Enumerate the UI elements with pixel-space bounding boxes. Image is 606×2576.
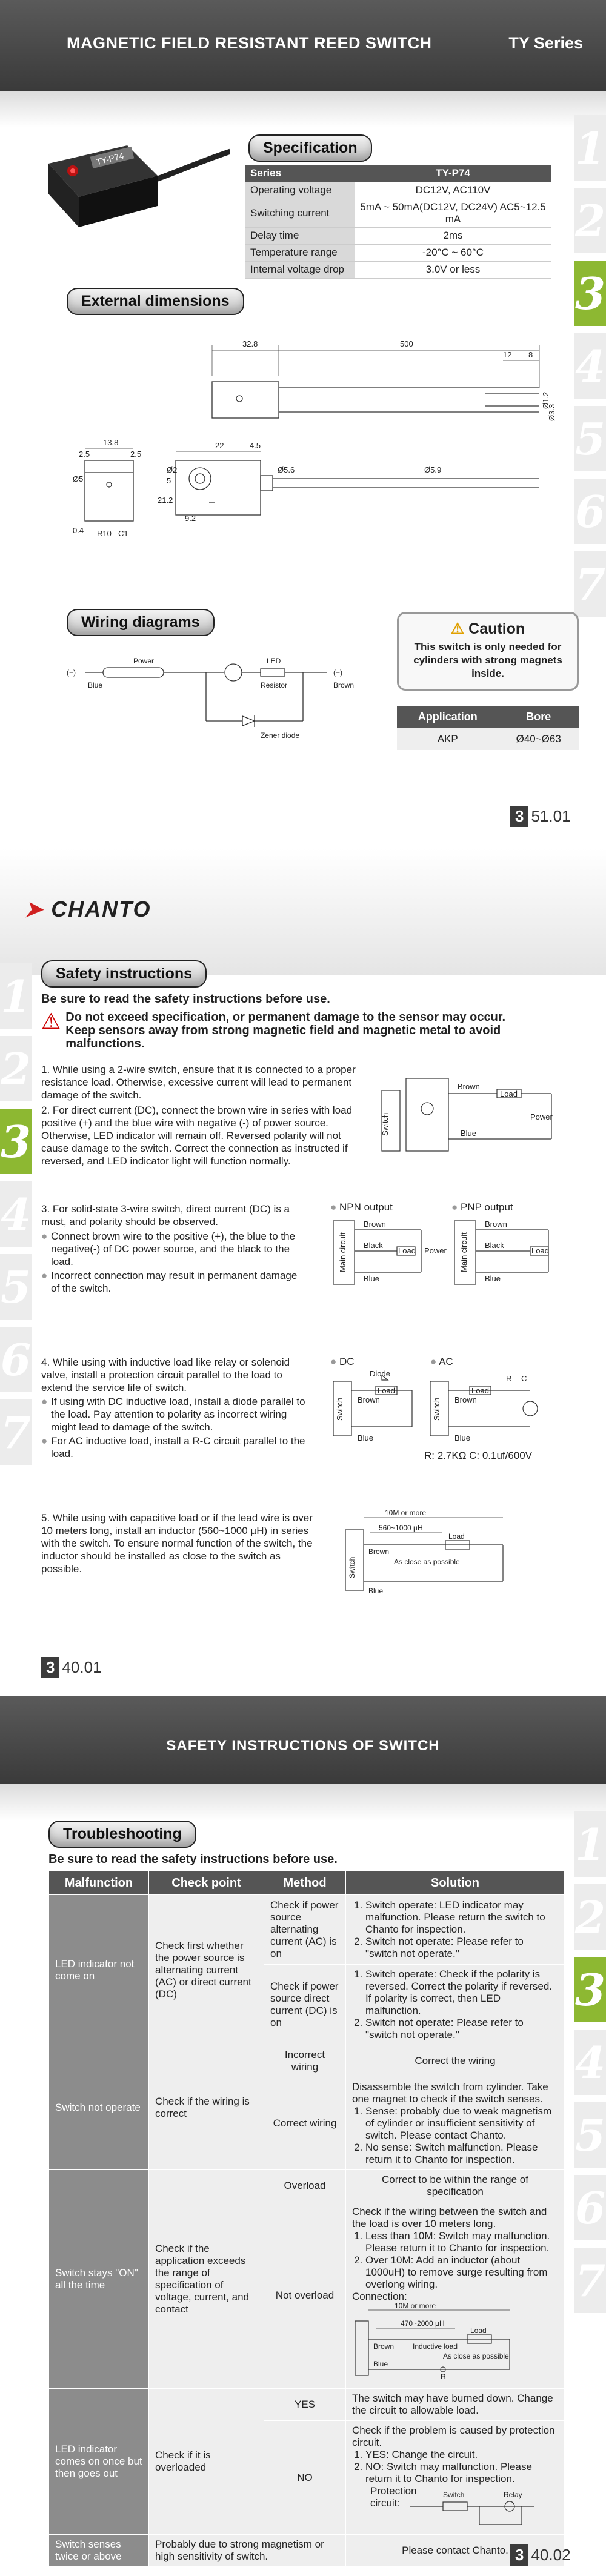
warning-block: [41, 1011, 526, 1051]
dim-label: Ø1.2: [541, 391, 550, 409]
diagram-npn-pnp: [330, 1215, 567, 1293]
caution-title: Caution: [468, 620, 525, 637]
checkpoint-cell: Check if the application exceeds the range of specification of voltage, current, and contact: [149, 2170, 264, 2389]
page-header: [0, 0, 606, 91]
protection-label: Protection circuit:: [370, 2485, 417, 2509]
label-diode: Diode: [370, 1369, 390, 1378]
ac-label: [430, 1356, 453, 1368]
troubleshooting-subtitle: Be sure to read the safety instructions before use.: [48, 1853, 338, 1866]
solution-item: 2. Switch not operate: Please refer to "switch not operate.": [365, 1936, 558, 1960]
dim-label: 12: [503, 350, 512, 359]
label-blue: Blue: [454, 1433, 471, 1442]
diagram-inductor: [339, 1509, 533, 1599]
chapter-tab-7[interactable]: 7: [574, 551, 606, 617]
label-brown: Brown: [368, 1547, 390, 1556]
chapter-tab-4[interactable]: 4: [574, 2030, 606, 2095]
spec-value: DC12V, AC110V: [355, 182, 551, 199]
dim-label: Ø5.6: [278, 465, 295, 474]
label-switch: Switch: [335, 1397, 344, 1421]
label-power: Power: [424, 1246, 447, 1255]
label-r: R: [441, 2372, 446, 2381]
chapter-tab-4[interactable]: 4: [574, 333, 606, 399]
solution-cell: [346, 1965, 565, 2045]
chapter-tab-3[interactable]: 3: [574, 261, 606, 326]
solution-intro: Check if the problem is caused by protection circuit.: [352, 2425, 555, 2448]
label-black: Black: [485, 1241, 504, 1250]
label-switch: Switch: [432, 1397, 441, 1421]
label-switch: Switch: [443, 2491, 465, 2499]
solution-cell: Please contact Chanto.: [346, 2535, 565, 2567]
diagram-2wire: [376, 1066, 570, 1157]
dim-label: Ø5.9: [424, 465, 442, 474]
wiring-zener: Zener diode: [261, 731, 300, 740]
header-series: TY Series: [508, 34, 583, 52]
chapter-tab-5[interactable]: 5: [0, 1254, 32, 1320]
solution-item: 2. Over 10M: Add an inductor (about 1000uH) to remove surge resulting from overlong wiring.: [365, 2254, 558, 2291]
label-r: R: [506, 1374, 512, 1383]
page-number: [510, 2544, 571, 2566]
header-band: [0, 91, 606, 127]
connection-label: Connection:: [352, 2291, 407, 2302]
item-3a: [41, 1230, 308, 1268]
solution-item: 1. YES: Change the circuit.: [365, 2449, 558, 2461]
banner-title: SAFETY INSTRUCTIONS OF SWITCH: [166, 1738, 440, 1754]
external-dimensions-title: External dimensions: [67, 288, 244, 315]
spec-row: [245, 165, 551, 182]
solution-cell: [346, 2077, 565, 2170]
wiring-power: Power: [133, 657, 155, 665]
label-brown: Brown: [454, 1395, 477, 1404]
method-cell: Incorrect wiring: [264, 2045, 346, 2077]
dim-label: 13.8: [103, 438, 119, 447]
page-specification: [0, 0, 606, 848]
method-cell: YES: [264, 2389, 346, 2421]
col-solution: Solution: [346, 1871, 565, 1895]
dim-label: C1: [118, 529, 128, 538]
page-troubleshooting: [0, 1696, 606, 2576]
page-safety: [0, 848, 606, 1696]
dim-label: Ø5: [73, 474, 84, 483]
dim-label: 32.8: [242, 339, 258, 348]
item-2: 2. For direct current (DC), connect the brown wire in series with load positive (+) and the blue wire with negative (-) of power source. Otherwise, LED indicator will remain off. Reversed polarity will not cause damage to the switch. Correct the connection as instructed if reversed, and LED indicator light will function normally.: [41, 1104, 353, 1167]
dim-label: Ø2: [167, 465, 178, 474]
item-4b: [41, 1435, 308, 1460]
application-row: [397, 728, 579, 750]
chapter-tab-2[interactable]: 2: [0, 1036, 32, 1101]
chapter-tabs: [574, 115, 606, 624]
rc-values: R: 2.7KΩ C: 0.1uf/600V: [424, 1450, 533, 1461]
wiring-title: Wiring diagrams: [67, 609, 215, 636]
application-head: Application: [397, 706, 498, 728]
label-brown: Brown: [485, 1220, 507, 1229]
malfunction-cell: LED indicator not come on: [49, 1895, 149, 2045]
product-photo: [12, 127, 230, 242]
page-chapter: 3: [41, 1657, 59, 1678]
spec-table: [245, 165, 551, 279]
chapter-tab-2[interactable]: 2: [574, 188, 606, 253]
solution-item: 2. No sense: Switch malfunction. Please return it to Chanto for inspection.: [365, 2142, 558, 2166]
product-label: TY-P74: [95, 150, 125, 167]
dim-label: 2.5: [79, 450, 90, 459]
wiring-brown: Brown: [333, 681, 355, 689]
item-4b-text: For AC inductive load, install a R-C circuit parallel to the load.: [51, 1435, 305, 1459]
label-black: Black: [364, 1241, 383, 1250]
dim-label: 9.2: [185, 514, 196, 523]
bullet-icon: ●: [330, 1201, 339, 1213]
checkpoint-cell: Probably due to strong magnetism or high sensitivity of switch.: [149, 2535, 346, 2567]
page-header: [0, 1696, 606, 1784]
label-load: Load: [500, 1089, 518, 1098]
label-load: Load: [531, 1246, 549, 1255]
bore-head: Bore: [498, 706, 579, 728]
solution-item: 1. Sense: probably due to weak magnetism of cylinder or insufficient sensitivity of switch. Please contact Chanto.: [365, 2105, 558, 2142]
spec-row: [245, 261, 551, 278]
spec-key: Temperature range: [245, 244, 355, 261]
dc-text: DC: [339, 1356, 355, 1367]
chapter-tab-5[interactable]: 5: [574, 2102, 606, 2168]
bore-value: Ø40~Ø63: [498, 728, 579, 750]
label-main-circuit: Main circuit: [459, 1232, 468, 1272]
label-switch: Switch: [348, 1556, 356, 1578]
checkpoint-cell: Check first whether the power source is alternating current (AC) or direct current (DC): [149, 1895, 264, 2045]
dim-label: 22: [215, 441, 224, 450]
logo-mark-icon: ➤: [24, 897, 44, 921]
spec-key: Internal voltage drop: [245, 261, 355, 278]
item-3b-text: Incorrect connection may result in permanent damage of the switch.: [51, 1270, 298, 1294]
dimension-drawing: [61, 327, 558, 557]
npn-text: NPN output: [339, 1201, 393, 1213]
label-ten-m: 10M or more: [395, 2303, 436, 2310]
solution-intro: Check if the wiring between the switch and the load is over 10 meters long.: [352, 2206, 547, 2229]
warning-icon: ⚠: [41, 1009, 61, 1034]
bullet-icon: ●: [41, 1270, 48, 1281]
checkpoint-cell: Check if the wiring is correct: [149, 2045, 264, 2170]
solution-item: 1. Switch operate: LED indicator may malfunction. Please return the switch to Chanto for inspection.: [365, 1899, 558, 1936]
protection-diagram: [407, 2485, 540, 2531]
label-c: C: [521, 1374, 527, 1383]
label-blue: Blue: [368, 1587, 384, 1595]
wiring-diagram: [61, 642, 376, 763]
col-checkpoint: Check point: [149, 1871, 264, 1895]
solution-item: 2. NO: Switch may malfunction. Please return it to Chanto for inspection.: [365, 2461, 558, 2485]
diagram-dc-ac: [330, 1369, 567, 1448]
logo-text: CHANTO: [51, 897, 152, 921]
item-4a: [41, 1395, 308, 1433]
page-chapter: 3: [510, 2544, 528, 2566]
connection-diagram: [352, 2303, 534, 2382]
dim-label: 5: [167, 476, 171, 485]
bullet-icon: ●: [330, 1356, 339, 1367]
application-table: [397, 706, 579, 750]
spec-key: Switching current: [245, 199, 355, 227]
malfunction-cell: Switch not operate: [49, 2045, 149, 2170]
chapter-tab-4[interactable]: 4: [0, 1181, 32, 1247]
chapter-tabs: [574, 1811, 606, 2320]
spec-row: [245, 182, 551, 199]
label-brown: Brown: [358, 1395, 380, 1404]
item-4a-text: If using with DC inductive load, install a diode parallel to the load. Pay attention to polarity as incorrect wiring might lead to damage of the switch.: [51, 1396, 305, 1433]
caution-text: This switch is only needed for cylinders with strong magnets inside.: [413, 641, 562, 679]
chapter-tab-7[interactable]: 7: [0, 1399, 32, 1465]
spec-row: [245, 199, 551, 227]
label-inductor: 470~2000 µH: [401, 2319, 445, 2328]
spec-value: 5mA ~ 50mA(DC12V, DC24V) AC5~12.5 mA: [355, 199, 551, 227]
method-cell: Correct wiring: [264, 2077, 346, 2170]
col-method: Method: [264, 1871, 346, 1895]
table-row: [49, 2045, 565, 2077]
page-chapter: 3: [510, 806, 528, 827]
label-relay: Relay: [504, 2491, 522, 2499]
col-malfunction: Malfunction: [49, 1871, 149, 1895]
solution-item: 1. Switch operate: Check if the polarity is reversed. Correct the polarity if reversed. If polarity is correct, then LED malfunction.: [365, 1968, 558, 2017]
bullet-icon: ●: [41, 1230, 48, 1242]
chapter-tab-2[interactable]: 2: [574, 1884, 606, 1950]
label-load: Load: [448, 1532, 465, 1541]
pnp-text: PNP output: [461, 1201, 513, 1213]
dim-label: 2.5: [130, 450, 142, 459]
chapter-tab-6[interactable]: 6: [0, 1327, 32, 1392]
dim-label: 4.5: [250, 441, 261, 450]
wiring-led: LED: [267, 657, 281, 665]
solution-intro: Disassemble the switch from cylinder. Take one magnet to check if the switch senses.: [352, 2081, 548, 2105]
troubleshooting-title: Troubleshooting: [48, 1821, 196, 1848]
label-load: Load: [398, 1246, 416, 1255]
wiring-minus: (−): [67, 668, 76, 677]
label-load: Load: [378, 1386, 395, 1395]
solution-cell: [346, 2421, 565, 2535]
caution-heading: [399, 620, 577, 638]
npn-label: [330, 1201, 393, 1213]
chanto-logo: [24, 897, 152, 922]
safety-title: Safety instructions: [41, 960, 207, 988]
dc-label: [330, 1356, 355, 1368]
spec-key: Series: [245, 165, 355, 182]
label-blue: Blue: [461, 1129, 477, 1138]
page-index: 40.01: [62, 1658, 102, 1676]
label-brown: Brown: [364, 1220, 386, 1229]
spec-key: Delay time: [245, 227, 355, 244]
label-power: Power: [530, 1112, 553, 1121]
spec-title: Specification: [248, 134, 372, 162]
wiring-blue: Blue: [88, 681, 103, 689]
table-row: [49, 1895, 565, 1965]
solution-cell: The switch may have burned down. Change the circuit to allowable load.: [346, 2389, 565, 2421]
label-blue: Blue: [358, 1433, 374, 1442]
dim-label: Ø3.3: [547, 403, 556, 421]
safety-subtitle: Be sure to read the safety instructions before use.: [41, 992, 330, 1006]
chapter-tab-3[interactable]: 3: [0, 1109, 32, 1174]
caution-box: [397, 612, 579, 691]
malfunction-cell: LED indicator comes on once but then goes out: [49, 2389, 149, 2535]
dim-label: 8: [528, 350, 533, 359]
dim-label: 500: [400, 339, 413, 348]
dim-label: R10: [97, 529, 112, 538]
checkpoint-cell: Check if it is overloaded: [149, 2389, 264, 2535]
pnp-label: [451, 1201, 513, 1213]
label-blue: Blue: [485, 1274, 501, 1283]
chapter-tab-1[interactable]: 1: [574, 1811, 606, 1877]
bullet-icon: ●: [430, 1356, 439, 1367]
method-cell: Not overload: [264, 2202, 346, 2389]
chapter-tab-6[interactable]: 6: [574, 479, 606, 544]
item-3b: [41, 1269, 308, 1295]
warning-text: Do not exceed specification, or permanent damage to the sensor may occur. Keep sensors away from strong magnetic field and magnetic metal to avoid malfunctions.: [65, 1011, 506, 1051]
solution-cell: Correct the wiring: [346, 2045, 565, 2077]
label-blue: Blue: [364, 1274, 380, 1283]
label-inductive: Inductive load: [413, 2342, 458, 2351]
solution-cell: [346, 2202, 565, 2389]
solution-cell: Correct to be within the range of specification: [346, 2170, 565, 2202]
item-1: 1. While using a 2-wire switch, ensure that it is connected to a proper resistance load. Otherwise, excessive current will lead to permanent damage of the switch.: [41, 1064, 356, 1101]
table-row: [49, 2389, 565, 2421]
item-4: 4. While using with inductive load like relay or solenoid valve, install a protection circuit parallel to the load to extend the service life of switch.: [41, 1356, 290, 1393]
chapter-tab-3[interactable]: 3: [574, 1957, 606, 2022]
table-header: [49, 1871, 565, 1895]
label-close: As close as possible: [443, 2352, 509, 2360]
warning-icon: ⚠: [450, 620, 465, 637]
label-inductor: 560~1000 µH: [379, 1524, 423, 1532]
solution-item: 1. Less than 10M: Switch may malfunction. Please return it to Chanto for inspection.: [365, 2230, 558, 2254]
page-index: 40.02: [531, 2546, 571, 2564]
solution-item: 2. Switch not operate: Please refer to "switch not operate.": [365, 2017, 558, 2041]
dim-label: 21.2: [158, 496, 173, 505]
label-brown: Brown: [373, 2342, 395, 2351]
label-ten-m: 10M or more: [385, 1509, 427, 1517]
table-row: [49, 2170, 565, 2202]
wiring-plus: (+): [333, 668, 342, 677]
chapter-tab-1[interactable]: 1: [0, 963, 32, 1029]
item-3a-text: Connect brown wire to the positive (+), the blue to the negative(-) of DC power source, and the black to the load.: [51, 1230, 296, 1267]
method-cell: Overload: [264, 2170, 346, 2202]
solution-cell: [346, 1895, 565, 1965]
label-brown: Brown: [458, 1082, 480, 1091]
chapter-tab-7[interactable]: 7: [574, 2248, 606, 2313]
application-header: [397, 706, 579, 728]
method-cell: Check if power source direct current (DC) is on: [264, 1965, 346, 2045]
spec-key: Operating voltage: [245, 182, 355, 199]
page-number: [41, 1657, 102, 1678]
table-row: [49, 2535, 565, 2567]
page-number: [510, 806, 571, 827]
ac-text: AC: [439, 1356, 453, 1367]
header-title: MAGNETIC FIELD RESISTANT REED SWITCH: [67, 34, 432, 52]
label-load: Load: [470, 2326, 487, 2335]
spec-value: -20°C ~ 60°C: [355, 244, 551, 261]
chapter-tabs: [0, 963, 32, 1472]
spec-value: TY-P74: [355, 165, 551, 182]
label-close: As close as possible: [394, 1558, 460, 1566]
chapter-tab-1[interactable]: 1: [574, 115, 606, 181]
bullet-icon: ●: [451, 1201, 461, 1213]
method-cell: Check if power source alternating current (AC) is on: [264, 1895, 346, 1965]
chapter-tab-5[interactable]: 5: [574, 406, 606, 471]
malfunction-cell: Switch senses twice or above: [49, 2535, 149, 2567]
item-3: 3. For solid-state 3-wire switch, direct current (DC) is a must, and polarity should be observed.: [41, 1203, 290, 1227]
bullet-icon: ●: [41, 1396, 48, 1407]
method-cell: NO: [264, 2421, 346, 2535]
spec-row: [245, 227, 551, 244]
spec-value: 2ms: [355, 227, 551, 244]
label-blue: Blue: [373, 2360, 388, 2368]
bullet-icon: ●: [41, 1435, 48, 1447]
spec-section: [248, 134, 372, 162]
malfunction-cell: Switch stays "ON" all the time: [49, 2170, 149, 2389]
spec-row: [245, 244, 551, 261]
wiring-resistor: Resistor: [261, 681, 288, 689]
item-5: 5. While using with capacitive load or if the lead wire is over 10 meters long, install an inductor (560~1000 µH) in series with the switch. To ensure normal function of the switch, the inductor should be installed as close to the switch as possible.: [41, 1512, 313, 1575]
label-load: Load: [471, 1386, 489, 1395]
chapter-tab-6[interactable]: 6: [574, 2175, 606, 2240]
page-index: 51.01: [531, 807, 571, 825]
label-main-circuit: Main circuit: [338, 1232, 347, 1272]
spec-value: 3.0V or less: [355, 261, 551, 278]
dim-label: 0.4: [73, 526, 84, 535]
label-switch: Switch: [381, 1112, 390, 1136]
troubleshooting-table: [48, 1870, 565, 2567]
application-value: AKP: [397, 728, 498, 750]
